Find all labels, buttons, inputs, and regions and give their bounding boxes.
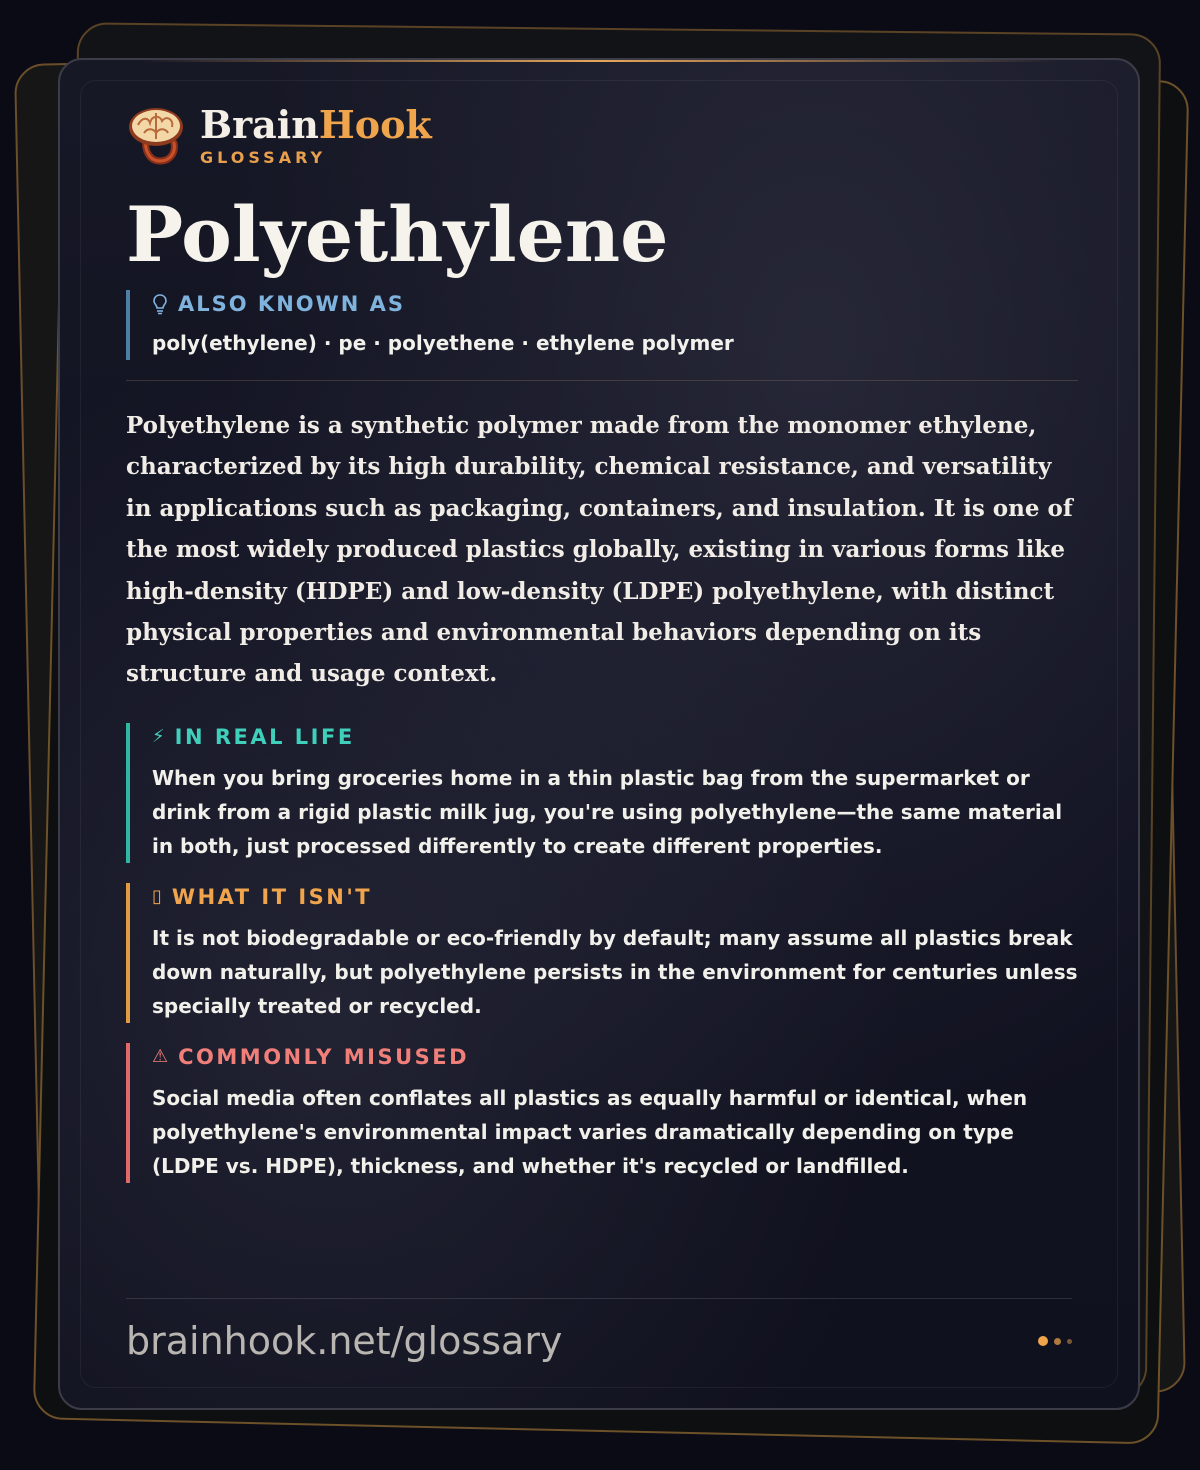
brain-hook-logo-icon [126, 105, 186, 165]
commonly-misused-callout [126, 1043, 1078, 1183]
lightbulb-icon [152, 293, 168, 315]
brand-subtitle: GLOSSARY [200, 147, 327, 167]
definition-text: Polyethylene is a synthetic polymer made from the monomer ethylene, characterized by its high durability, chemical resistance, and versatility in applications such as packaging, containers, and insulation. It is one of the most widely produced plastics globally, existing in various forms like high-density (HDPE) and low-density (LDPE) polyethylene, with distinct physical properties and environmental behaviors depending on its structure and usage context. [126, 412, 1073, 688]
footer-divider [126, 1298, 1072, 1299]
lightning-icon: ⚡ [152, 725, 165, 747]
commonly-misused-heading [152, 1043, 1078, 1071]
commonly-misused-label: COMMONLY MISUSED [178, 1044, 470, 1069]
also-known-as-text: poly(ethylene) · pe · polyethene · ethylene polymer [152, 331, 734, 355]
also-known-as-section [126, 290, 1078, 360]
what-it-isnt-text: It is not biodegradable or eco-friendly by default; many assume all plastics break down naturally, but polyethylene persists in the environment for centuries unless specially treated or recycled. [152, 925, 1078, 1018]
divider [126, 380, 1078, 381]
real-life-label: IN REAL LIFE [174, 724, 355, 749]
card-top-accent-line [140, 60, 1058, 62]
missing-glyph-icon: ▯ [152, 885, 162, 907]
footer-url-link[interactable]: brainhook.net/glossary [126, 1319, 563, 1363]
what-it-isnt-heading [152, 883, 1078, 911]
glossary-card [58, 58, 1140, 1410]
term-title: Polyethylene [126, 190, 669, 279]
what-it-isnt-label: WHAT IT ISN'T [171, 884, 373, 909]
warning-icon: ⚠ [152, 1045, 169, 1067]
also-known-as-heading [152, 290, 1078, 318]
real-life-text: When you bring groceries home in a thin plastic bag from the supermarket or drink from a rigid plastic milk jug, you're using polyethylene—the same material in both, just processed differently to create different properties. [152, 765, 1063, 858]
brand-name-part2: Hook [318, 101, 432, 147]
pagination-dot[interactable] [1067, 1339, 1072, 1344]
real-life-heading [152, 723, 1078, 751]
brand-name-part1: Brain [200, 101, 319, 147]
brand-header [126, 100, 1078, 170]
real-life-callout [126, 723, 1078, 863]
pagination-dots [1032, 1336, 1072, 1346]
commonly-misused-text: Social media often conflates all plastics as equally harmful or identical, when polyethylene's environmental impact varies dramatically depending on type (LDPE vs. HDPE), thickness, and whether it's recycled or landfilled. [152, 1085, 1028, 1178]
pagination-dot[interactable] [1054, 1338, 1061, 1345]
what-it-isnt-callout [126, 883, 1078, 1023]
brand-name [200, 101, 432, 147]
also-known-as-label: ALSO KNOWN AS [178, 292, 406, 316]
pagination-dot-active[interactable] [1038, 1336, 1048, 1346]
